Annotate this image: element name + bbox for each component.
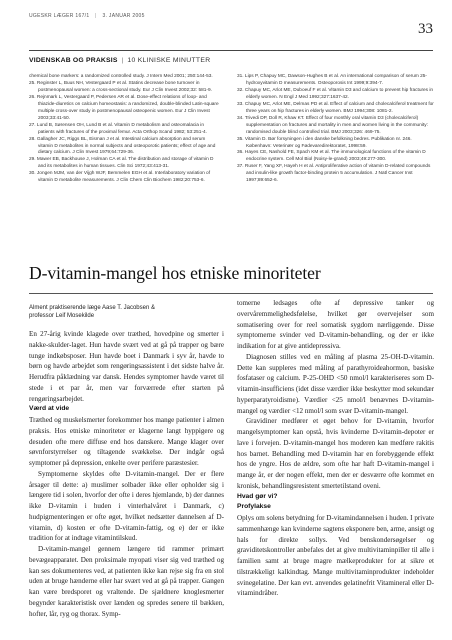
reference-item: 35. Vitamin D. Bør forsyningen i den danske befolkning bedres. Publikation nr. 246. København: Veterinær og Fødevaredirektoratet, 1998:59. bbox=[237, 136, 412, 149]
paragraph: D-vitamin-mangel gennem længere tid rammer primært bevægeapparatet. Den proksimale myopati viser sig ved træthed og kan ses dokumenteres ved, at patienten ikke kan rejse sig fra en stol uden at bruge hænderne eller har svært ved at gå på trapper. Gangen kan være bredsporet og vraltende. De sjældnere knoglesmerter begynder karakteristisk over lænden og spredes senere til bækken, hofter, lår, ryg og thorax. Symp- bbox=[29, 545, 224, 618]
subhead-profylakse: Profylakse bbox=[237, 503, 271, 511]
reference-item: 33. Chapuy MC, Arlot ME, Delmas PD et al. Effect of calcium and cholecalciferol treatment for three years on hip fractures in elderly women. BMJ 1994;308: 1081-2. bbox=[237, 101, 434, 114]
article-column-left bbox=[29, 329, 224, 619]
reference-item: 26. Rejnmark L, Vestergaard P, Pedersen AR et al. Dose-effect relations of loop- and thiazide-diuretics on calcium homeostasis: a randomized, double-blinded Latin-square multiple cross-over study in postmenopausal osteopenic women. Eur J Clin Invest 2003;33:41-50. bbox=[29, 94, 219, 121]
header-rule bbox=[29, 50, 433, 51]
byline bbox=[29, 304, 224, 321]
subhead-hvad-goer-vi: Hvad gør vi? bbox=[237, 492, 278, 500]
reference-item: 29. Mawer EB, Backhouse J, Holman CA et al. The distribution and storage of vitamin D and its metabolites in human tissues. Clin Sci 1972;43:413-31. bbox=[29, 157, 214, 170]
subhead-vaerd-at-vide: Værd at vide bbox=[29, 405, 70, 413]
section-subtitle: 10 KLINISKE MINUTTER bbox=[127, 57, 211, 64]
reference-item: 36. Hayes CE, Nashold FE, Spach KM et al. The immunological functions of the vitamin D endocrine system. Cell Mol Biol (Noisy-le-grand) 2003;49:277-300. bbox=[237, 150, 426, 163]
reference-item: 32. Chapuy MC, Arlot ME, Duboeuf F et al. Vitamin D3 and calcium to prevent hip fractures in elderly women. N Engl J Med 1992;327:1637-42. bbox=[237, 87, 434, 100]
references-left bbox=[29, 74, 220, 185]
reference-item: 30. Jongen MJM, van der Vijgh WJF, Bemmelen EGH et al. Interlaboratory variation of vitamin D metabolite measurements. J Clin Chem Clin Biochem 1982;20:753-6. bbox=[29, 171, 211, 184]
issue-date: 3. JANUAR 2005 bbox=[102, 13, 145, 19]
journal-name: UGESKR LÆGER 167/1 bbox=[29, 13, 90, 19]
title-rule bbox=[29, 293, 433, 294]
paragraph: tomerne ledsages ofte af depressive tanker og overvåremmelighedsfølelse, hvilket gør overvejelser som somatisering over for reel somatisk sygdom nærliggende. Disse symptomerne svinder ved D-vitamin-behandling, og der er ikke indikation for at give antidepressiva. bbox=[237, 299, 434, 350]
reference-item: 25. Reginster L, Buus NH, Vestergaard P et al. Statins decrease bone turnover in postmenopausal women: a cross-sectional study. Eur J Clin Invest 2002;32: 581-9. bbox=[29, 80, 212, 93]
article-column-right bbox=[237, 298, 434, 599]
references-right bbox=[237, 74, 434, 185]
article-title: D-vitamin-mangel hos etniske minoriteter bbox=[29, 263, 321, 283]
paragraph: Gravidiner medfører et øget behov for D-vitamin, hvorfor mangelsymptomer kan opstå, hvis kvinderne D-vitamin-depoter er lave i forvejen. D-vitamin-mangel hos moderen kan medføre rakitis hos barnet. Behandling med D-vitamin har en forebyggende effekt hos de yngre. Hos de ældre, som ofte har haft D-vitamin-mangel i mange år, er der nogen effekt, men der er desværre ofte kommet en kronisk, behandlingsresistent smertetilstand oveni. bbox=[237, 417, 434, 490]
section-separator: | bbox=[121, 57, 124, 64]
byline-line-1: Alment praktiserende læge Aase T. Jacobsen & bbox=[29, 305, 155, 311]
reference-item: 34. Trivedi DP, Doll R, Khaw KT. Effect of four monthly oral vitamin D3 (cholecalciferol) supplementation on fractures and mortality in men and women living in the community: randomised double blind controlled trial. BMJ 2003;326: 469-75. bbox=[237, 115, 428, 135]
page-number: 33 bbox=[418, 21, 433, 37]
reference-item: chemical bone markers: a randomized controlled study. J Intern Med 2001; 250:144-53. bbox=[29, 74, 213, 79]
paragraph: Oplys om solens betydning for D-vitamindannelsen i huden. I private sammenhænge kan kvinderne sagtens eksponere ben, arme, ansigt og hals for direkte sollys. Ved benskondersøgelser og graviditetskontroller anbefales det at give multivitaminpiller til alle i familien samt at bruge magre mælkeprodukter for at sikre et tilstrækkeligt kalkindtag. Mange multivitaminprodukter indeholder svinegelatine. Der kan evt. anvendes gelatinefrit Vitamineral eller D-vitamindråber. bbox=[237, 514, 435, 598]
reference-item: 28. Gallagher JC, Riggs BL, Eisman J et al. Intestinal calcium absorption and serum vitamin D metabolites in normal subjects and osteoporotic patients; effect of age and dietary calcium. J Clin Invest 1979;64:729-36. bbox=[29, 136, 216, 156]
byline-line-2: professor Leif Mosekilde bbox=[29, 313, 95, 320]
running-header bbox=[29, 13, 149, 19]
section-label bbox=[29, 57, 210, 64]
paragraph: Diagnosen stilles ved en måling af plasma 25-OH-D-vitamin. Dette kan suppleres med måling af parathyroideahormon, basiske fosfataser og calcium. P-25-OHD <50 nmol/l karakteriseres som D-vitamin-insufficiens (idet disse værdier ikke beskytter mod sekundær hyperparatyroidisme). Værdier <25 nmol/l benævnes D-vitamin-mangel og værdier <12 nmol/l som svær D-vitamin-mangel. bbox=[237, 352, 434, 415]
header-separator: | bbox=[95, 13, 97, 19]
reference-item: 27. Lund B, Sørensen OH, Lund B et al. Vitamin D metabolism and osteomalacia in patients with fractures of the proximal femur. Acta Orthop Scand 1982; 53:251-4. bbox=[29, 122, 207, 135]
reference-item: 31. Lips P, Chapuy MC, Dawson-Hughes B et al. An international comparison of serum 25-hydroxyvitamin D measurements. Osteoporosis Int 1999;9:394-7. bbox=[237, 74, 428, 86]
paragraph: Symptomerne skyldes ofte D-vitamin-mangel. Der er flere årsager til dette: a) muslimer solbader ikke eller opholder sig i længere tid i solen, hvorfor der ofte i deres hjemlande, b) der dannes ikke D-vitamin i huden i vinterhalvåret i Danmark, c) hudpigmenteringen er ofte øget, hvilket nedsætter dannelsen af D-vitamin, d) kosten er ofte D-vitamin-fattig, og e) der er ikke tradition for at indtage vitamintilskud. bbox=[29, 469, 224, 543]
reference-item: 37. Ruser F, Yang XF, Hayeh H et al. Antiproliferative action of vitamin D-related compounds and insulin-like growth factor-binding protein 5 accumulation. J Natl Cancer Inst 1997;89:652-6. bbox=[237, 164, 431, 184]
section-title: VIDENSKAB OG PRAKSIS bbox=[29, 57, 118, 64]
paragraph: En 27-årig kvinde klagede over træthed, hovedpine og smerter i nakke-skulder-laget. Hun havde svært ved at gå på trapper og bære tunge indkøbsposer. Hun havde boet i Danmark i syv år, havde to børn og havde arbejdet som rengøringsassistent i det sidste halve år. Herudfra påklædning var dansk. Hendes symptomer havde været til stede i et par år, men var forværrede efter starten på rengøringsarbejdet. bbox=[29, 330, 224, 403]
paragraph: Træthed og muskelsmerter forekommer hos mange patienter i almen praksis. Hos etniske minoriteter er klagerne langt hyppigere og desuden ofte mere diffuse end hos danskere. Mange klager over søvnforstyrrelser og tiltagende svækkelse. Der indgår også symptomer på depression, enkelte over perifere paræstesier. bbox=[29, 416, 224, 467]
